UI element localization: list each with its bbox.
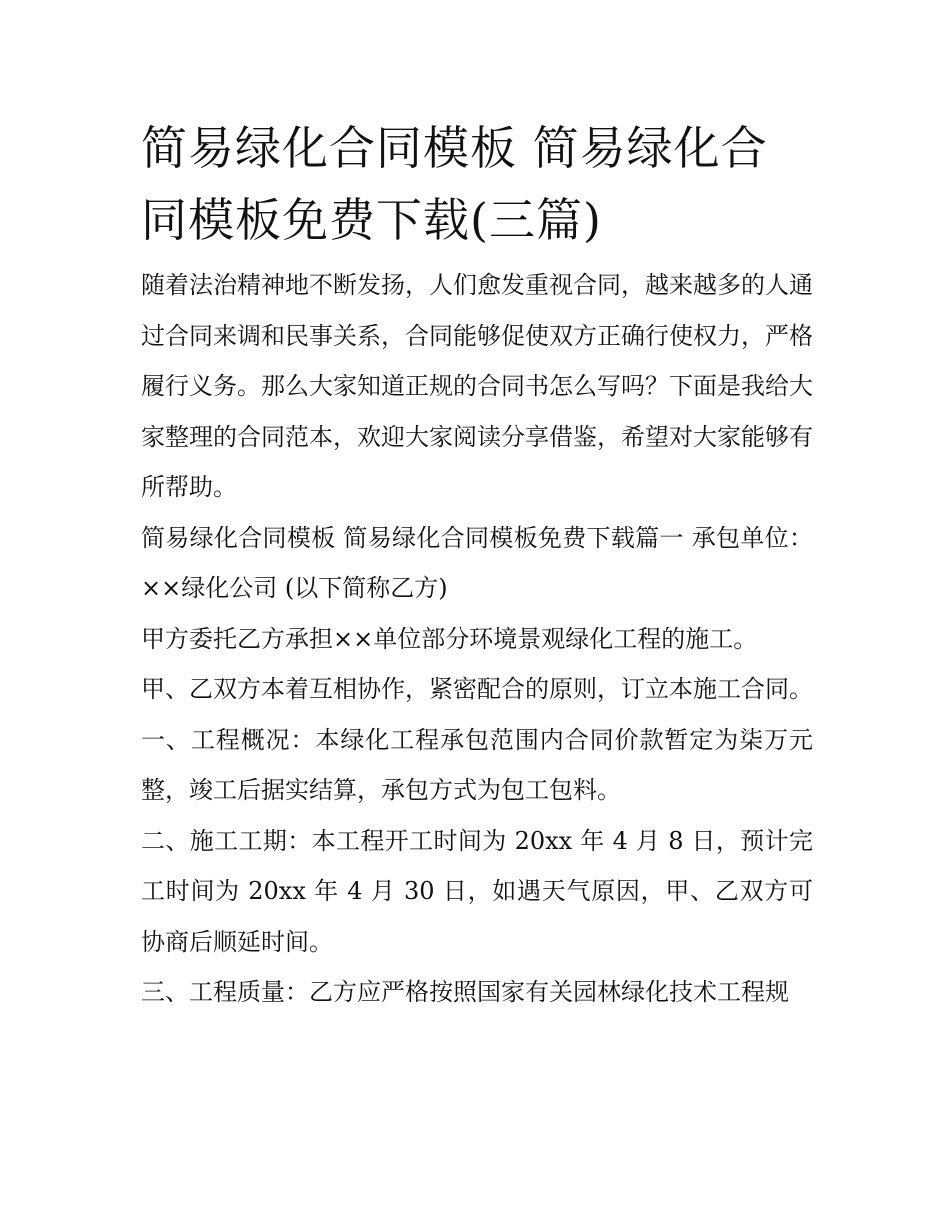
paragraph-project-quality: 三、工程质量：乙方应严格按照国家有关园林绿化技术工程规 bbox=[141, 978, 789, 1006]
paragraph-construction-period: 二、施工工期：本工程开工时间为 20xx 年 4 月 8 日，预计完工时间为 20xx 年 4 月 30 日，如遇天气原因，甲、乙双方可协商后顺延时间。 bbox=[141, 826, 813, 956]
document-title: 简易绿化合同模板 简易绿化合同模板免费下载(三篇) bbox=[141, 121, 768, 247]
paragraph-project-overview: 一、工程概况：本绿化工程承包范围内合同价款暂定为柒万元整，竣工后据实结算，承包方式为包工包料。 bbox=[141, 725, 813, 804]
paragraph-principle: 甲、乙双方本着互相协作，紧密配合的原则，订立本施工合同。 bbox=[141, 675, 813, 703]
paragraph-contractor: 简易绿化合同模板 简易绿化合同模板免费下载篇一 承包单位：××绿化公司 (以下简称乙方) bbox=[141, 523, 813, 602]
document-body bbox=[141, 112, 813, 1018]
paragraph-commission: 甲方委托乙方承担××单位部分环境景观绿化工程的施工。 bbox=[141, 624, 758, 653]
paragraph-intro: 随着法治精神地不断发扬，人们愈发重视合同，越来越多的人通过合同来调和民事关系，合同能够促使双方正确行使权力，严格履行义务。那么大家知道正规的合同书怎么写吗？下面是我给大家整理的合同范本，欢迎大家阅读分享借鉴，希望对大家能够有所帮助。 bbox=[141, 271, 813, 501]
